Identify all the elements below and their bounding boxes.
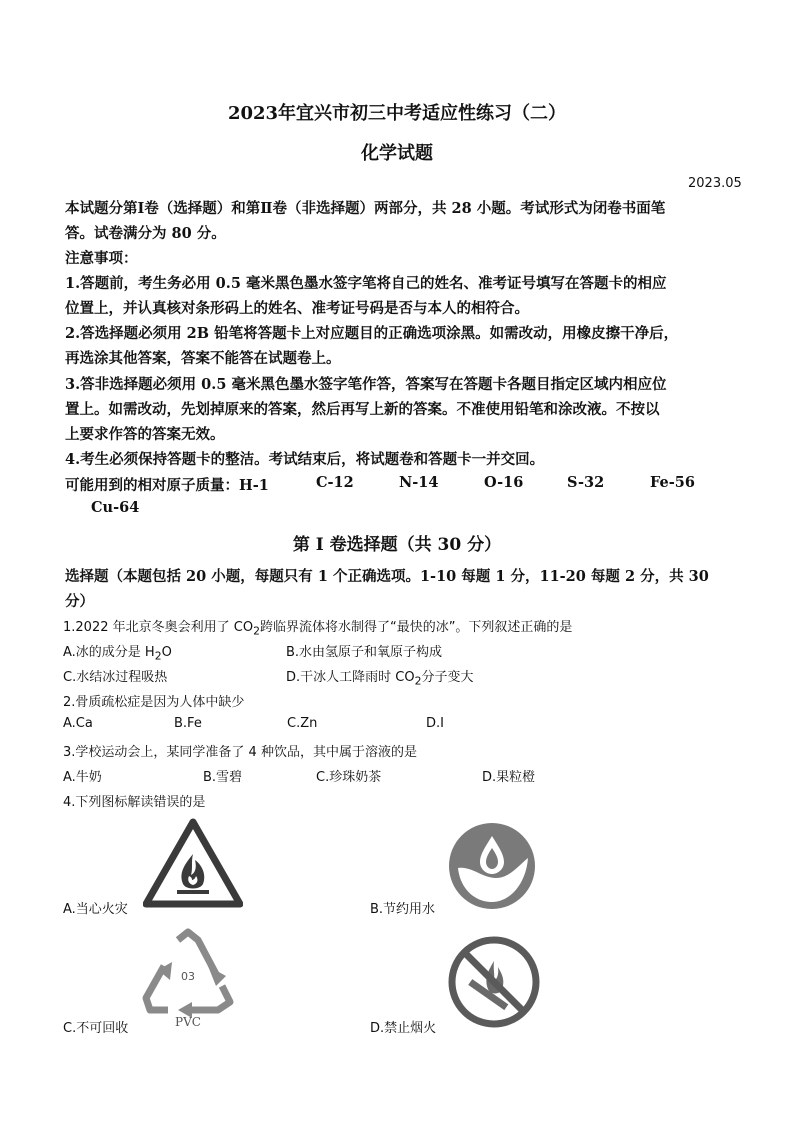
section-1-instruction-1: 选择题（本题包括 20 小题，每题只有 1 个正确选项。1-10 每题 1 分，11-20 每题 2 分，共 30: [65, 568, 709, 585]
exam-title: 2023年宜兴市初三中考适应性练习（二）: [227, 103, 567, 124]
q4-option-a: A.当心火灾: [63, 902, 128, 917]
note-4: 4.考生必须保持答题卡的整洁。考试结束后，将试题卷和答题卡一并交回。: [65, 451, 545, 468]
note-2a: 2.答选择题必须用 2B 铅笔将答题卡上对应题目的正确选项涂黑。如需改动，用橡皮擦干净后，: [65, 325, 679, 342]
atomic-mass-label: 可能用到的相对原子质量：H-1: [65, 477, 269, 494]
atomic-mass-s: S-32: [567, 474, 605, 491]
notes-heading: 注意事项：: [65, 250, 138, 267]
q1-option-b: B.水由氢原子和氧原子构成: [286, 645, 443, 660]
q2-option-a: A.Ca: [63, 716, 93, 731]
note-2b: 再选涂其他答案，答案不能答在试题卷上。: [65, 350, 341, 367]
note-1b: 位置上，并认真核对条形码上的姓名、准考证号码是否与本人的相符合。: [65, 300, 529, 317]
q1-option-c: C.水结冰过程吸热: [63, 670, 168, 685]
q2-option-d: D.I: [426, 716, 444, 731]
q3-option-b: B.雪碧: [203, 770, 243, 785]
note-1a: 1.答题前，考生务必用 0.5 毫米黑色墨水签字笔将自己的姓名、准考证号填写在答题卡的相应: [65, 275, 667, 292]
no-fire-icon: [444, 933, 544, 1031]
q3-option-a: A.牛奶: [63, 770, 102, 785]
q1-option-a: A.冰的成分是 $H_2O$: [63, 645, 172, 663]
q3-option-d: D.果粒橙: [482, 770, 536, 785]
atomic-mass-cu: Cu-64: [91, 499, 140, 516]
recycle-code: PVC: [175, 1015, 201, 1029]
q2-option-b: B.Fe: [174, 716, 202, 731]
recycle-pvc-icon: [138, 926, 238, 1030]
atomic-mass-o: O-16: [484, 474, 524, 491]
atomic-mass-fe: Fe-56: [650, 474, 695, 491]
q3-option-c: C.珍珠奶茶: [316, 770, 382, 785]
q2-option-c: C.Zn: [287, 716, 318, 731]
note-3b: 置上。如需改动，先划掉原来的答案，然后再写上新的答案。不准使用铅笔和涂改液。不按以: [65, 401, 660, 418]
exam-subtitle: 化学试题: [361, 143, 433, 164]
save-water-icon: [448, 822, 536, 910]
section-1-instruction-2: 分）: [65, 593, 94, 610]
note-3a: 3.答非选择题必须用 0.5 毫米黑色墨水签字笔作答，答案写在答题卡各题目指定区域内相应位: [65, 376, 667, 393]
section-1-title: 第 I 卷选择题（共 30 分）: [292, 535, 502, 555]
q3-stem: 3.学校运动会上，某同学准备了 4 种饮品，其中属于溶液的是: [63, 745, 417, 760]
atomic-mass-n: N-14: [399, 474, 439, 491]
intro-line-1: 本试题分第Ⅰ卷（选择题）和第Ⅱ卷（非选择题）两部分，共 28 小题。考试形式为闭卷书面笔: [65, 200, 666, 217]
q1-option-d: D.干冰人工降雨时 $CO_2$分子变大: [286, 670, 474, 688]
q4-option-b: B.节约用水: [370, 902, 436, 917]
recycle-number: 03: [181, 970, 195, 983]
q4-option-c: C.不可回收: [63, 1021, 129, 1036]
atomic-mass-c: C-12: [316, 474, 354, 491]
q2-stem: 2.骨质疏松症是因为人体中缺少: [63, 695, 245, 710]
q4-option-d: D.禁止烟火: [370, 1021, 437, 1036]
fire-warning-icon: [143, 818, 243, 908]
q4-stem: 4.下列图标解读错误的是: [63, 795, 206, 810]
note-3c: 上要求作答的答案无效。: [65, 426, 225, 443]
intro-line-2: 答。试卷满分为 80 分。: [65, 225, 226, 242]
q1-stem: 1.2022 年北京冬奥会利用了 $CO_2$跨临界流体将水制得了“最快的冰”。下列叙述正确的是: [63, 620, 573, 638]
exam-date: 2023.05: [688, 176, 742, 191]
